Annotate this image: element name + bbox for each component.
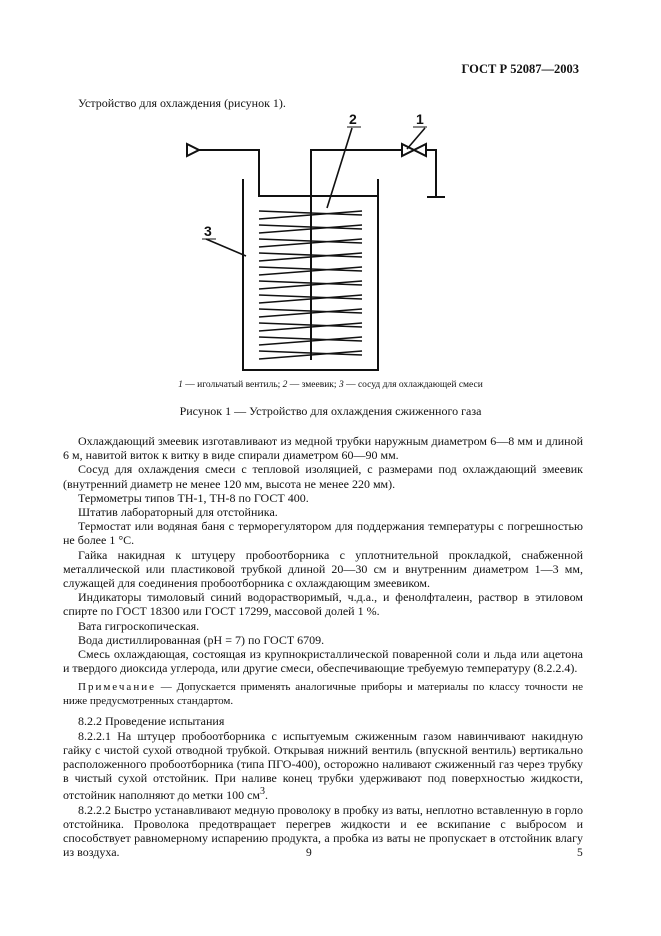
paragraph: Гайка накидная к штуцеру пробоотборника с уплотнительной прокладкой, снабженной металлической или пластиковой трубкой длиной 20—30 см и внутренним диаметром 1—3 мм, служащей для соединения пробоотборника с охлаждающим змеевиком.: [63, 547, 583, 591]
section-p1-superscript: 3: [260, 786, 266, 798]
paragraph: Термометры типов ТН-1, ТН-8 по ГОСТ 400.: [78, 490, 309, 505]
inlet-arrow-icon: [187, 144, 199, 156]
page-number-right: 5: [577, 847, 583, 859]
legend-text-2: — змеевик;: [287, 380, 339, 390]
valve-outlet-pipe: [426, 150, 436, 197]
figure-label-3: 3: [204, 223, 212, 239]
paragraph: Термостат или водяная баня с терморегулятором для поддержания температуры с погрешностью не более 1 °С.: [63, 519, 583, 548]
page-number-center: 9: [306, 847, 312, 859]
section-p1-end: .: [265, 788, 269, 803]
paragraph: Индикаторы тимоловый синий водорастворимый, ч.д.а., и фенолфталеин, раствор в этиловом спирте по ГОСТ 18300 или ГОСТ 17299, массовой долей 1 %.: [63, 590, 583, 619]
section-paragraph-1: [63, 729, 583, 803]
note-text: — Допускается применять аналогичные приборы и материалы по классу точности не ниже предусмотренных стандартом.: [63, 681, 583, 707]
figure-label-1: 1: [416, 111, 424, 127]
cooling-device-figure: [170, 108, 460, 380]
paragraph: Охлаждающий змеевик изготавливают из медной трубки наружным диаметром 6—8 мм и длиной 6 м, навитой виток к витку в виде спирали диаметром 60—90 мм.: [63, 434, 583, 463]
main-text: [63, 434, 583, 859]
inlet-pipe: [199, 150, 378, 196]
legend-text-1: — игольчатый вентиль;: [182, 380, 283, 390]
figure-label-2: 2: [349, 111, 357, 127]
paragraph: Вода дистиллированная (рН = 7) по ГОСТ 6709.: [78, 632, 325, 647]
section-paragraph-2: 8.2.2.2 Быстро устанавливают медную проволоку в пробку из ваты, неплотно вставленную в горло отстойника. Проволока предотвращает перегрев жидкости и ее вскипание с выбросом и способствует равномерному испарению продукта, а пробка из ваты не пропускает в отстойник влагу из воздуха.: [63, 802, 583, 860]
section-p1-text: 8.2.2.1 На штуцер пробоотборника с испытуемым сжиженным газом навинчивают накидную гайку с чистой сухой отводной трубкой. Открывая нижний вентиль (впускной вентиль) вертикально расположенного пробоотборника (типа ПГО-400), осторожно наливают сжиженный газ через трубку в чистый сухой отстойник. При наливе конец трубки удерживают под поверхностью жидкости, отстойник наполняют до метки 100 см: [63, 728, 583, 803]
standard-header: ГОСТ Р 52087—2003: [461, 62, 579, 76]
section-title: 8.2.2 Проведение испытания: [78, 714, 225, 729]
paragraph: Смесь охлаждающая, состоящая из крупнокристаллической поваренной соли и льда или ацетона и твердого диоксида углерода, или другие смеси, обеспечивающие требуемую температуру (8.2.2.4).: [63, 647, 583, 676]
legend-num-3: 3: [338, 380, 344, 390]
legend-num-2: 2: [282, 380, 288, 390]
leader-line-3: [206, 239, 246, 256]
needle-valve-icon: [402, 144, 426, 156]
paragraph: Вата гигроскопическая.: [78, 618, 200, 633]
legend-text-3: — сосуд для охлаждающей смеси: [343, 380, 483, 390]
paragraph: Сосуд для охлаждения смеси с тепловой изоляцией, с размерами под охлаждающий змеевик (внутренний диаметр не менее 120 мм, высота не менее 220 мм).: [63, 462, 583, 491]
note: [63, 681, 583, 708]
paragraph: Штатив лабораторный для отстойника.: [78, 505, 278, 520]
figure-legend: [0, 380, 661, 390]
figure-caption: Рисунок 1 — Устройство для охлаждения сжиженного газа: [179, 404, 482, 418]
legend-num-1: 1: [178, 380, 183, 390]
note-label: Примечание: [78, 681, 156, 694]
intro-line: Устройство для охлаждения (рисунок 1).: [78, 96, 286, 110]
